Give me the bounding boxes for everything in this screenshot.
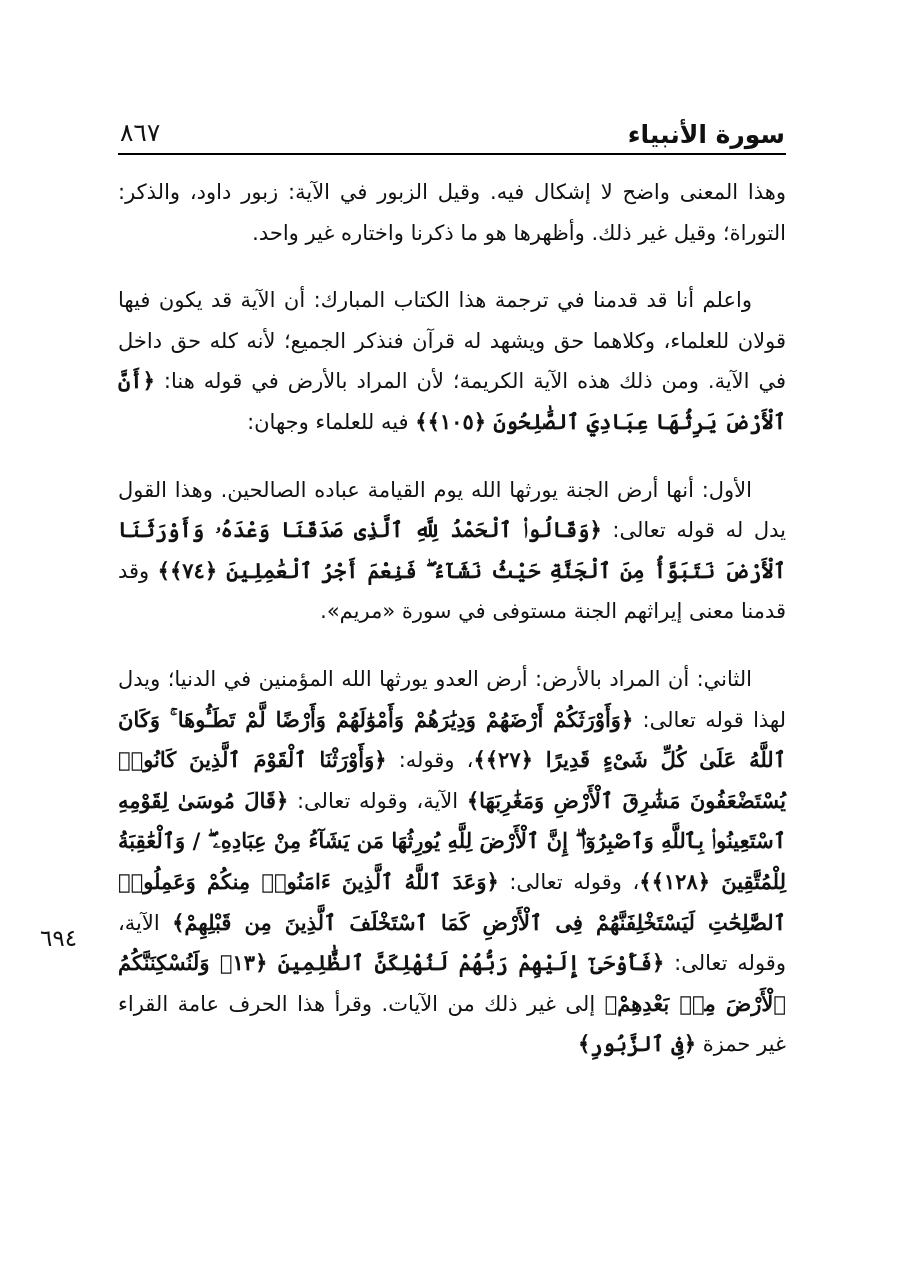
text-segment: وهذا المعنى واضح لا إشكال فيه. وقيل الزبور في الآية: زبور داود، والذكر: التوراة؛ وقيل غير ذلك. وأظهرها هو ما ذكرنا واختاره غير واحد. bbox=[118, 180, 786, 245]
header-rule bbox=[118, 153, 786, 155]
text-segment: وقد قدمنا معنى إيراثهم الجنة مستوفى في سورة «مريم». bbox=[118, 558, 786, 624]
text-segment: ، وقوله تعالى: bbox=[498, 869, 640, 894]
paragraph-4 bbox=[118, 659, 786, 1065]
text-segment: واعلم أنا قد قدمنا في ترجمة هذا الكتاب المبارك: أن الآية قد يكون فيها قولان للعلماء، وكلاهما حق ويشهد له قرآن فنذكر الجميع؛ لأنه كله حق داخل في الآية. ومن ذلك هذه الآية الكريمة؛ لأن المراد بالأرض في قوله هنا: bbox=[118, 288, 786, 394]
quran-verse: ﴿وَأَوْرَثَكُمْ أَرْضَهُمْ وَدِيَٰرَهُمْ وَأَمْوَٰلَهُمْ وَأَرْضًا لَّمْ تَطَـُٔوهَا ۚ وَكَانَ ٱللَّهُ عَلَىٰ كُلِّ شَىْءٍ قَدِيرًا ﴿٢٧﴾﴾ bbox=[118, 706, 787, 773]
text-segment: الآية، وقوله تعالى: bbox=[118, 910, 786, 976]
text-segment: ، وقوله: bbox=[386, 748, 474, 773]
quran-verse: ﴿فَأَوْحَىٰٓ إِلَيْهِمْ رَبُّهُمْ لَنُهْلِكَنَّ ٱلظَّٰلِمِينَ ﴿١٣﴾ وَلَنُسْكِنَنَّكُمُ ٱلْأَرْضَ مِنۢ بَعْدِهِمْ﴾ bbox=[118, 950, 786, 1016]
text-segment: الثاني: أن المراد بالأرض: أرض العدو يورثها الله المؤمنين في الدنيا؛ ويدل لهذا قوله تعالى: bbox=[118, 666, 786, 732]
surah-title: سورة الأنبياء bbox=[627, 120, 785, 149]
quran-verse: ﴿وَقَالُوا۟ ٱلْحَمْدُ لِلَّهِ ٱلَّذِى صَدَقَنَا وَعْدَهُۥ وَأَوْرَثَنَا ٱلْأَرْضَ نَتَبَوَّأُ مِنَ ٱلْجَنَّةِ حَيْثُ نَشَآءُ ۖ فَنِعْمَ أَجْرُ ٱلْعَٰمِلِينَ ﴿٧٤﴾﴾ bbox=[118, 517, 786, 583]
paragraph-2 bbox=[118, 280, 786, 442]
quran-verse: ﴿أَنَّ ٱلْأَرْضَ يَرِثُهَا عِبَادِيَ ٱلصَّٰلِحُونَ ﴿١٠٥﴾﴾ bbox=[118, 368, 786, 434]
paragraph-3 bbox=[118, 470, 786, 632]
page-number: ٨٦٧ bbox=[120, 118, 161, 147]
text-segment: فيه للعلماء وجهان: bbox=[247, 409, 416, 434]
quran-verse: ﴿فِى ٱلزَّبُورِ﴾ bbox=[577, 1031, 697, 1057]
quran-verse: ﴿وَعَدَ ٱللَّهُ ٱلَّذِينَ ءَامَنُوا۟ مِنكُمْ وَعَمِلُوا۟ ٱلصَّٰلِحَٰتِ لَيَسْتَخْلِفَنَّهُمْ فِى ٱلْأَرْضِ كَمَا ٱسْتَخْلَفَ ٱلَّذِينَ مِن قَبْلِهِمْ﴾ bbox=[118, 868, 786, 935]
text-segment: إلى غير ذلك من الآيات. وقرأ هذا الحرف عامة القراء غير حمزة bbox=[118, 991, 786, 1057]
body-text bbox=[118, 172, 786, 1065]
quran-verse: ﴿قَالَ مُوسَىٰ لِقَوْمِهِ ٱسْتَعِينُوا۟ بِٱللَّهِ وَٱصْبِرُوٓا۟ ۖ إِنَّ ٱلْأَرْضَ لِلَّهِ يُورِثُهَا مَن يَشَآءُ مِنْ عِبَادِهِۦ ۖ / وَٱلْعَٰقِبَةُ لِلْمُتَّقِينَ ﴿١٢٨﴾﴾ bbox=[118, 787, 787, 894]
margin-page-number: ٦٩٤ bbox=[40, 926, 78, 952]
quran-verse: ﴿وَأَوْرَثْنَا ٱلْقَوْمَ ٱلَّذِينَ كَانُوا۟ يُسْتَضْعَفُونَ مَشَٰرِقَ ٱلْأَرْضِ وَمَغَٰرِبَهَا﴾ bbox=[118, 747, 787, 813]
text-segment: الآية، وقوله تعالى: bbox=[288, 788, 467, 813]
running-header bbox=[120, 118, 785, 154]
text-segment: الأول: أنها أرض الجنة يورثها الله يوم القيامة عباده الصالحين. وهذا القول يدل له قوله تعالى: bbox=[118, 477, 786, 543]
paragraph-1 bbox=[118, 172, 786, 253]
